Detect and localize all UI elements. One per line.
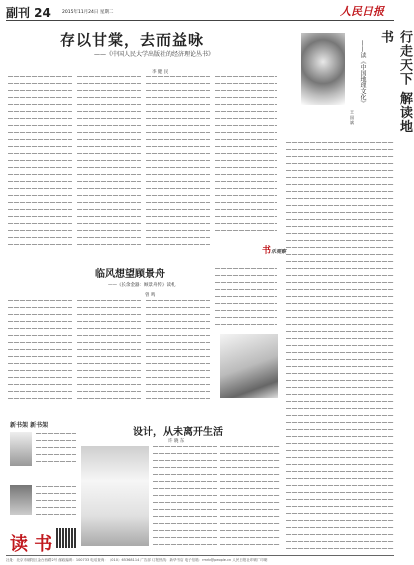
brand-logo: 人民日报	[340, 5, 384, 18]
article4-title: 设计，从未离开生活	[133, 427, 223, 438]
article2-author: 王 国 斌	[350, 110, 355, 125]
teapot-photo	[220, 334, 278, 398]
article2-title: 行走天下 解读地书	[378, 30, 412, 134]
article1-author: 李 健 民	[152, 70, 169, 75]
page-footer: 社址：北京市朝阳区金台西路2号 邮政编码：100733 电话查询：（010）65368114 广告部 订报热线：新华书店 电子信箱：rmrb@people.cn 人民日报社印刷厂印刷	[6, 555, 394, 563]
book-cover-2	[10, 485, 32, 515]
article2-subtitle: ——读《中国地理文化》	[359, 40, 366, 106]
article4-author: 许 晓 东	[168, 439, 185, 444]
section-title: 副刊 24	[6, 6, 51, 20]
book-logo-tag: 乐观察	[271, 249, 287, 255]
article1-title: 存以甘棠，去而益咏	[60, 31, 205, 49]
reading-column-logo: 读 书	[10, 534, 53, 555]
issue-date: 2015年11月24日 星期二	[62, 10, 114, 15]
article3-subtitle: ——《长余金器：顾景舟传》读札	[108, 283, 176, 288]
qr-code	[56, 528, 76, 548]
article3-author: 曾 鸣	[145, 293, 156, 298]
author-portrait	[301, 33, 345, 105]
book-column-logo	[262, 243, 286, 256]
article1-subtitle: ——《中国人民大学出版社的经济理论丛书》	[94, 51, 215, 58]
book-logo-mark: 书	[262, 246, 272, 256]
book-cover-1	[10, 432, 32, 466]
newbook-heading: 新书架 新书架	[10, 422, 49, 429]
design-photo	[81, 446, 149, 546]
article3-title: 临风想望顾景舟	[95, 269, 165, 280]
